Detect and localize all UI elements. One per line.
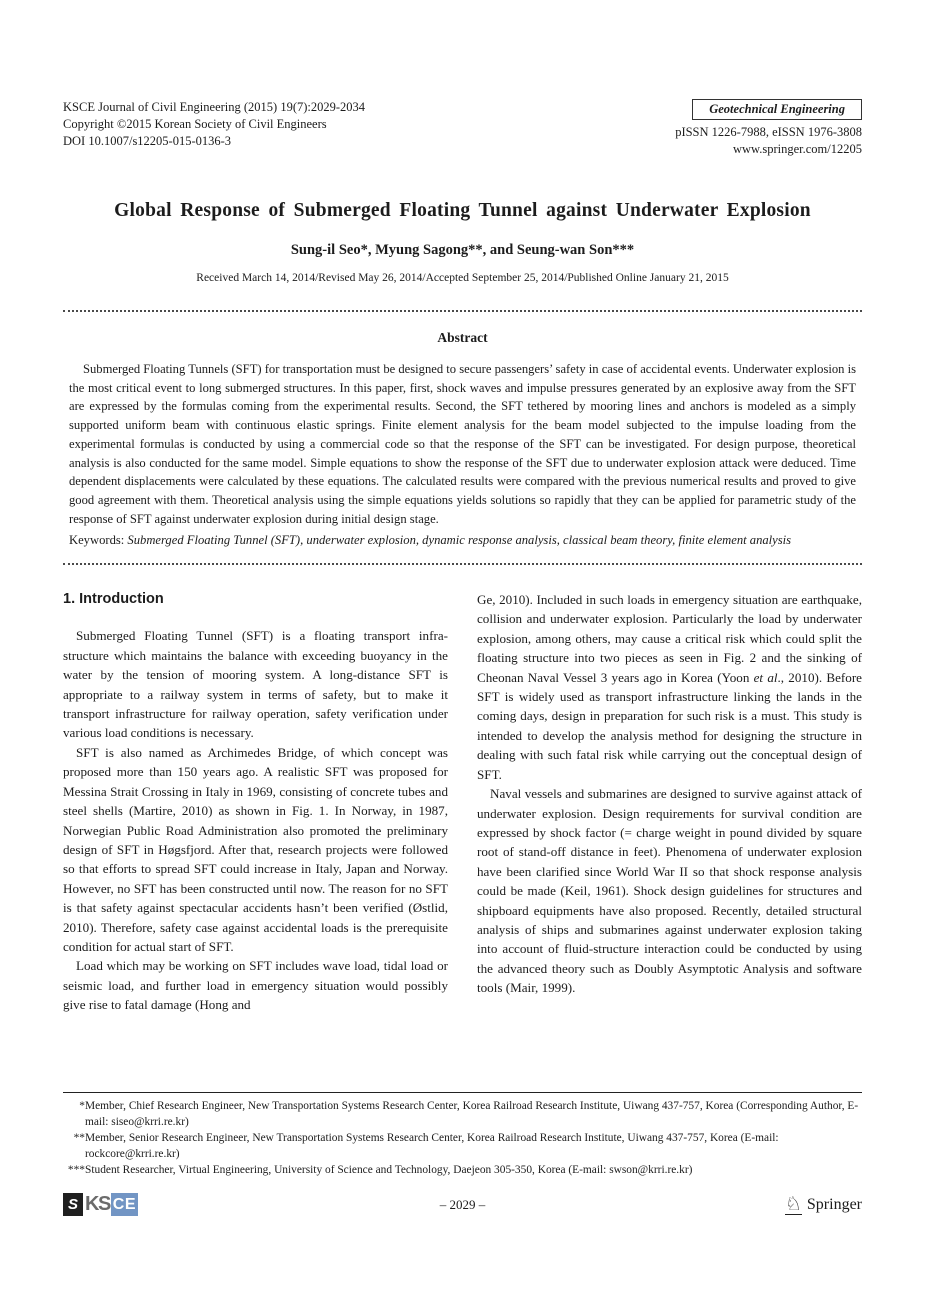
abstract-heading: Abstract <box>437 330 488 345</box>
abstract-text: Submerged Floating Tunnels (SFT) for transportation must be designed to secure passengers’ safety in case of accidental events. Underwater explosion is the most critical event to long submerged structures. In this paper, first, shock waves and impulse pressures generated by an explosive away from the SFT are expressed by the formulas coming from the experimental results. Second, the SFT tethered by mooring lines and anchors is modeled as a simply supported uniform beam with continuous elastic springs. Finite element analysis for the beam model subjected to the impulse loading from the experimental formulas is conducted by using a commercial code so that the response of the SFT can be investigated. For design purpose, theoretical analysis is also conducted for the same model. Simple equations to show the response of the SFT due to underwater explosion attack were deduced. Time dependent displacements were calculated by these equations. The calculated results were compared with the previous numerical results and proved to give good agreement with them. Theoretical analysis using the simple equations yields solutions so rapidly that they can be applied for parametric study of the response of SFT against underwater explosion during initial design stage. <box>69 362 856 526</box>
paragraph: Load which may be working on SFT includes wave load, tidal load or seismic load, and further load in emergency situation would possibly give rise to fatal damage (Hong and <box>63 958 448 1013</box>
footnote <box>63 1099 862 1131</box>
footnote-marker: ** <box>73 1131 85 1144</box>
journal-citation: KSCE Journal of Civil Engineering (2015) 19(7):2029-2034 <box>63 100 366 114</box>
right-column <box>477 590 862 1058</box>
body-columns <box>63 590 862 1058</box>
page-number: – 2029 – <box>439 1196 486 1212</box>
copyright-line: Copyright ©2015 Korean Society of Civil Engineers <box>63 117 327 131</box>
article-title: Global Response of Submerged Floating Tunnel against Underwater Explosion <box>114 200 811 221</box>
paragraph-text: ., 2010). Before SFT is widely used as transport infrastructure linking the lands in the coming days, design in preparation for such risk is a must. This study is intended to develop the analysis method for designing the structure in dealing with such fatal risk while carrying out the conceptual design of SFT. <box>477 669 862 782</box>
springer-label: Springer <box>806 1195 862 1213</box>
keywords-list: Submerged Floating Tunnel (SFT), underwater explosion, dynamic response analysis, classical beam theory, finite element analysis <box>127 533 792 548</box>
dotted-divider-top <box>63 310 862 312</box>
footer-right <box>742 1195 862 1215</box>
etal-italic: et al <box>753 669 778 685</box>
section-heading-introduction: 1. Introduction <box>63 591 164 608</box>
issn-line: pISSN 1226-7988, eISSN 1976-3808 <box>675 125 862 139</box>
ksce-logo <box>63 1193 183 1216</box>
footer-left <box>63 1193 183 1216</box>
paragraph-text: Ge, 2010). Included in such loads in emergency situation are earthquake, collision and underwater explosion. Particularly the load by underwater explosion, among others, may cause a critical risk which could split the floating structure into two pieces as seen in Fig. 2 and the sinking of Cheonan Naval Vessel 3 years ago in Korea (Yoon <box>477 592 862 685</box>
paragraph: Naval vessels and submarines are designed to survive against attack of underwater explosion. Design requirements for survival condition are expressed by shock factor (= charge weight in pound divided by square root of stand-off distance in feet). Phenomena of underwater explosion have been clarified since World War II so that shock response analysis could be made (Keil, 1961). Shock design guidelines for structures and shipboard equipments have also proposed. Recently, detailed structural analysis of ships and submarines against underwater explosion taking into account of fluid-structure interaction could be conducted by using the advanced theory such as Doubly Asymptotic Analysis and software tools (Mair, 1999). <box>477 786 862 996</box>
footnote-text: Member, Chief Research Engineer, New Transportation Systems Research Center, Korea Railroad Research Institute, Uiwang 437-757, Korea (Corresponding Author, E-mail: siseo@krri.re.kr) <box>85 1100 859 1128</box>
keywords-line <box>69 531 856 550</box>
ksce-block-letters: CE <box>111 1193 138 1216</box>
footnote-marker: *** <box>67 1163 85 1176</box>
springer-knight-icon: ♘ <box>784 1193 802 1215</box>
dotted-divider-bottom <box>63 563 862 565</box>
footnotes-block <box>63 1092 862 1179</box>
paragraph: SFT is also named as Archimedes Bridge, of which concept was proposed more than 150 years ago. A realistic SFT was proposed for Messina Strait Crossing in Italy in 1969, consisting of concrete tubes and steel shells (Martire, 2010) as shown in Fig. 1. In Norway, in 1987, Norwegian Public Road Administration also promoted the preliminary design of SFT in Høgsfjord. After that, research projects were followed so that efforts to spread SFT could increase in Italy, Japan and Norway. However, no SFT has been constructed until now. The reason for no SFT is that safety against spectacular accidents hasn’t been verified (Østlid, 2010). Therefore, safety case against accidental loads is the prerequisite condition for actual start of SFT. <box>63 744 448 954</box>
page-footer <box>63 1193 862 1216</box>
ksce-letters: KS <box>85 1193 110 1215</box>
footnote-marker: * <box>79 1100 85 1112</box>
footnote <box>63 1163 862 1179</box>
footnote-text: Student Researcher, Virtual Engineering, University of Science and Technology, Daejeon 305-350, Korea (E-mail: swson@krri.re.kr) <box>85 1163 693 1176</box>
publisher-url: www.springer.com/12205 <box>732 142 862 156</box>
received-history: Received March 14, 2014/Revised May 26, 2014/Accepted September 25, 2014/Published Online January 21, 2015 <box>196 272 729 284</box>
journal-info <box>63 99 365 150</box>
left-column <box>63 590 448 1058</box>
doi-line: DOI 10.1007/s12205-015-0136-3 <box>63 134 232 148</box>
footnote <box>63 1131 862 1163</box>
category-badge: Geotechnical Engineering <box>692 99 862 120</box>
author-list: Sung-il Seo*, Myung Sagong**, and Seung-wan Son*** <box>290 242 635 258</box>
paragraph: Submerged Floating Tunnel (SFT) is a floating transport infra-structure which maintains the balance with exceeding buoyancy in the water by the tension of mooring system. A long-distance SFT is appropriate to a railway system in terms of safety, but to make it transport infrastructure for railway operation, safety verification under various load conditions is necessary. <box>63 628 448 741</box>
keywords-label: Keywords: <box>69 533 125 548</box>
page-header <box>63 99 862 158</box>
ksce-emblem-icon: S <box>63 1193 83 1216</box>
springer-logo <box>785 1195 862 1215</box>
paragraph <box>477 590 862 784</box>
header-right <box>675 99 862 158</box>
footnote-text: Member, Senior Research Engineer, New Transportation Systems Research Center, Korea Railroad Research Institute, Uiwang 437-757, Korea (E-mail: rockcore@krri.re.kr) <box>85 1131 779 1160</box>
